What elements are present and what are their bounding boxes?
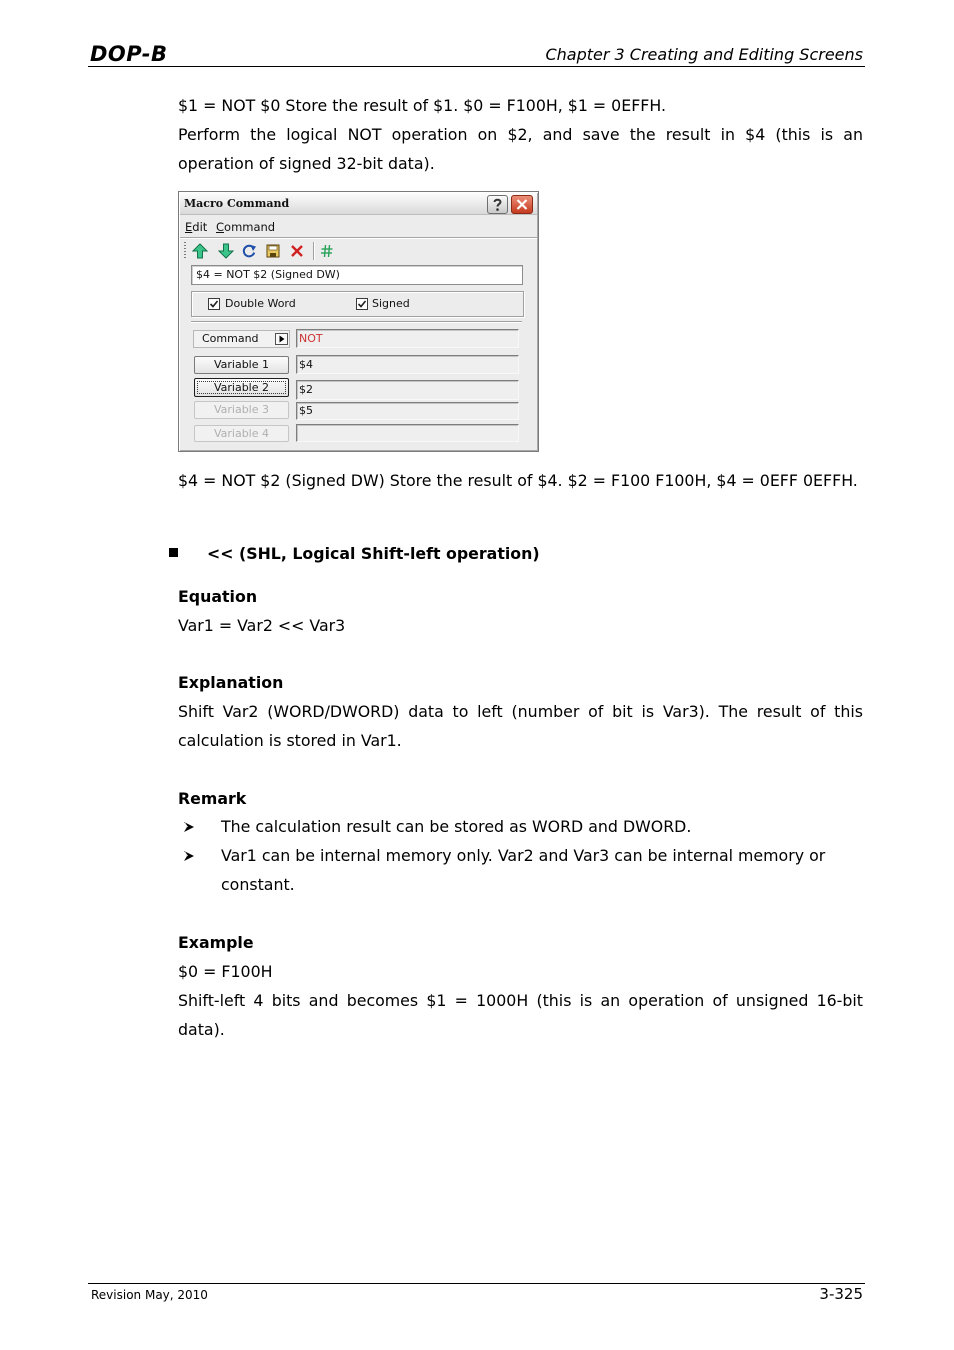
double-word-label[interactable]: Double Word: [225, 297, 296, 310]
equation-title: Equation: [178, 587, 258, 606]
command-selector[interactable]: [193, 330, 290, 348]
explanation-text: Shift Var2 (WORD/DWORD) data to left (number of bit is Var3). The result of this calculation is stored in Var1.: [178, 702, 863, 750]
remark-item: Var1 can be internal memory only. Var2 and Var3 can be internal memory or constant.: [221, 846, 826, 894]
macro-command-dialog: [178, 191, 539, 452]
arrowhead-bullet-icon: [183, 821, 195, 833]
chapter-title: Chapter 3 Creating and Editing Screens: [545, 45, 863, 64]
close-icon: [512, 196, 532, 213]
intro-description: Perform the logical NOT operation on $2, and save the result in $4 (this is an operation of signed 32-bit data).: [178, 125, 863, 173]
toolbar-separator: [313, 242, 315, 260]
save-button[interactable]: [265, 243, 281, 259]
menu-edit[interactable]: Edit: [185, 220, 208, 234]
toolbar: [180, 240, 537, 262]
example-text: Shift-left 4 bits and becomes $1 = 1000H (this is an operation of unsigned 16-bit data).: [178, 991, 863, 1039]
variable-1-value: $4: [299, 358, 313, 371]
move-down-icon: [218, 243, 234, 259]
variable-3-field[interactable]: [296, 402, 519, 420]
options-divider: [191, 321, 522, 323]
signed-label[interactable]: Signed: [372, 297, 410, 310]
example-title: Example: [178, 933, 254, 952]
move-up-button[interactable]: [192, 243, 208, 259]
explanation-title: Explanation: [178, 673, 284, 692]
square-bullet-icon: [169, 548, 178, 557]
help-icon: [488, 196, 507, 213]
menu-command[interactable]: Command: [216, 220, 276, 234]
refresh-button[interactable]: [241, 243, 257, 259]
data-type-options: [191, 291, 524, 317]
product-logo: DOP-B: [90, 42, 168, 66]
command-value: NOT: [299, 332, 323, 345]
equation-text: Var1 = Var2 << Var3: [178, 616, 346, 635]
delete-icon: [289, 243, 305, 259]
variable-4-field[interactable]: [296, 424, 519, 442]
page-number: 3-325: [819, 1285, 863, 1303]
hash-icon: [319, 243, 335, 259]
dialog-caption: $4 = NOT $2 (Signed DW) Store the result of $4. $2 = F100 F100H, $4 = 0EFF 0EFFH.: [178, 471, 858, 490]
delete-button[interactable]: [289, 243, 305, 259]
revision-date: Revision May, 2010: [91, 1288, 208, 1302]
checkmark-icon: [209, 299, 219, 309]
toolbar-grip[interactable]: [184, 242, 186, 260]
menu-divider: [180, 237, 537, 239]
arrow-right-icon: [276, 334, 287, 344]
variable-3-value: $5: [299, 404, 313, 417]
variable-1-field[interactable]: [296, 355, 519, 374]
dialog-title: Macro Command: [184, 197, 290, 210]
refresh-icon: [241, 243, 257, 259]
command-value-field[interactable]: [296, 329, 519, 348]
command-label: Command: [202, 332, 259, 345]
close-button[interactable]: [511, 195, 533, 214]
variable-4-button[interactable]: Variable 4: [194, 425, 289, 442]
variable-2-value: $2: [299, 383, 313, 396]
variable-1-button[interactable]: Variable 1: [194, 356, 289, 374]
variable-3-button[interactable]: Variable 3: [194, 401, 289, 419]
help-button[interactable]: [487, 195, 508, 214]
section-heading: << (SHL, Logical Shift-left operation): [207, 544, 540, 563]
signed-checkbox[interactable]: [356, 298, 368, 310]
expression-field[interactable]: [191, 265, 523, 285]
variable-2-button[interactable]: Variable 2: [194, 378, 289, 397]
insert-constant-button[interactable]: [319, 243, 335, 259]
footer-divider: [88, 1283, 865, 1284]
remark-item: The calculation result can be stored as WORD and DWORD.: [221, 817, 692, 836]
header-divider: [88, 66, 865, 67]
save-icon: [265, 243, 281, 259]
move-up-icon: [192, 243, 208, 259]
variable-2-field[interactable]: [296, 380, 519, 400]
double-word-checkbox[interactable]: [208, 298, 220, 310]
remark-title: Remark: [178, 789, 247, 808]
dialog-title-bar[interactable]: [180, 193, 537, 215]
checkmark-icon: [357, 299, 367, 309]
arrowhead-bullet-icon: [183, 850, 195, 862]
example-given: $0 = F100H: [178, 962, 273, 981]
expression-text: $4 = NOT $2 (Signed DW): [196, 268, 340, 281]
command-dropdown-button[interactable]: [275, 333, 288, 345]
move-down-button[interactable]: [218, 243, 234, 259]
intro-result-line: $1 = NOT $0 Store the result of $1. $0 = F100H, $1 = 0EFFH.: [178, 96, 666, 115]
